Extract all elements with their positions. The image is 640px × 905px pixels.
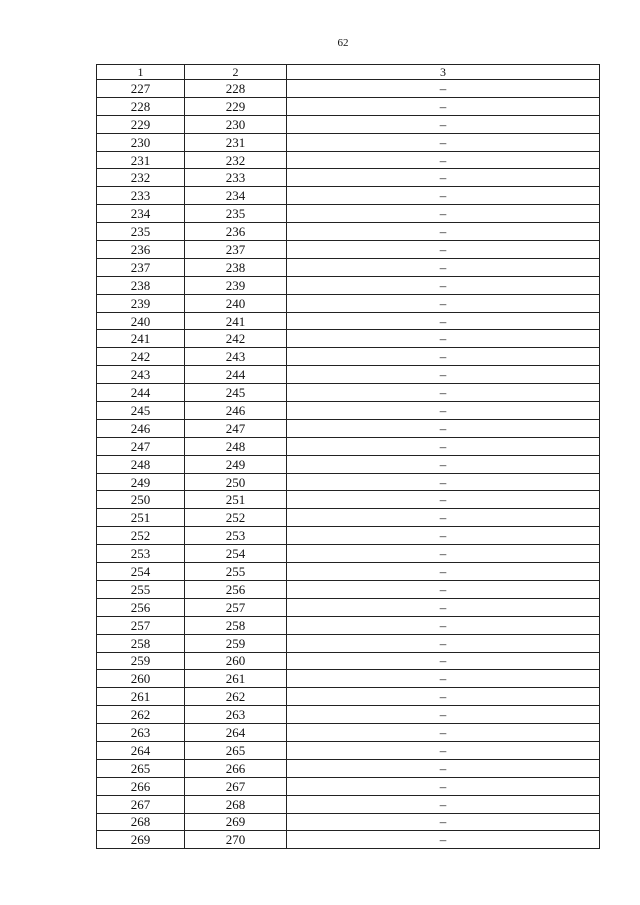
- table-row: [97, 563, 600, 581]
- table-cell-col-1: 237: [97, 258, 185, 276]
- table-cell-col-3: –: [287, 366, 600, 384]
- table-cell-col-1: 268: [97, 813, 185, 831]
- table-cell-col-3: –: [287, 384, 600, 402]
- table-cell-col-3: –: [287, 652, 600, 670]
- table-cell-col-3: –: [287, 795, 600, 813]
- table-row: [97, 491, 600, 509]
- table-cell-col-2: 231: [185, 133, 287, 151]
- header-row: [97, 65, 600, 80]
- table-cell-col-1: 255: [97, 580, 185, 598]
- table-cell-col-2: 233: [185, 169, 287, 187]
- table-row: [97, 151, 600, 169]
- table-cell-col-3: –: [287, 580, 600, 598]
- table-cell-col-2: 253: [185, 527, 287, 545]
- table-cell-col-2: 243: [185, 348, 287, 366]
- table-cell-col-2: 255: [185, 563, 287, 581]
- table-row: [97, 813, 600, 831]
- table-cell-col-1: 243: [97, 366, 185, 384]
- table-cell-col-3: –: [287, 545, 600, 563]
- table-cell-col-3: –: [287, 97, 600, 115]
- table-row: [97, 759, 600, 777]
- table-cell-col-3: –: [287, 151, 600, 169]
- table-cell-col-3: –: [287, 598, 600, 616]
- table-cell-col-2: 257: [185, 598, 287, 616]
- table-row: [97, 831, 600, 849]
- table-cell-col-1: 239: [97, 294, 185, 312]
- table-cell-col-1: 256: [97, 598, 185, 616]
- table-cell-col-2: 259: [185, 634, 287, 652]
- table-cell-col-1: 262: [97, 706, 185, 724]
- table-cell-col-2: 262: [185, 688, 287, 706]
- table-row: [97, 115, 600, 133]
- table-row: [97, 312, 600, 330]
- table-cell-col-2: 230: [185, 115, 287, 133]
- table-cell-col-3: –: [287, 706, 600, 724]
- table-row: [97, 545, 600, 563]
- table-cell-col-2: 236: [185, 223, 287, 241]
- table-cell-col-2: 269: [185, 813, 287, 831]
- table-cell-col-3: –: [287, 741, 600, 759]
- table-cell-col-1: 266: [97, 777, 185, 795]
- table-cell-col-3: –: [287, 330, 600, 348]
- table-cell-col-2: 267: [185, 777, 287, 795]
- table-row: [97, 670, 600, 688]
- table-cell-col-1: 232: [97, 169, 185, 187]
- table-row: [97, 169, 600, 187]
- table-cell-col-2: 237: [185, 241, 287, 259]
- table-cell-col-1: 234: [97, 205, 185, 223]
- table-header: [97, 65, 600, 80]
- table-cell-col-1: 258: [97, 634, 185, 652]
- table-cell-col-2: 248: [185, 437, 287, 455]
- table-body: [97, 80, 600, 849]
- table-cell-col-1: 265: [97, 759, 185, 777]
- table-cell-col-2: 270: [185, 831, 287, 849]
- table-cell-col-2: 256: [185, 580, 287, 598]
- table-cell-col-3: –: [287, 241, 600, 259]
- table-row: [97, 777, 600, 795]
- table-cell-col-2: 245: [185, 384, 287, 402]
- table-cell-col-3: –: [287, 348, 600, 366]
- table-cell-col-2: 249: [185, 455, 287, 473]
- table-cell-col-1: 260: [97, 670, 185, 688]
- table-row: [97, 97, 600, 115]
- table-cell-col-1: 254: [97, 563, 185, 581]
- table-cell-col-3: –: [287, 455, 600, 473]
- table-cell-col-2: 234: [185, 187, 287, 205]
- table-cell-col-2: 260: [185, 652, 287, 670]
- table-cell-col-3: –: [287, 777, 600, 795]
- table-cell-col-3: –: [287, 205, 600, 223]
- table-cell-col-2: 239: [185, 276, 287, 294]
- table-cell-col-1: 230: [97, 133, 185, 151]
- table-cell-col-1: 259: [97, 652, 185, 670]
- table-cell-col-3: –: [287, 223, 600, 241]
- table-row: [97, 133, 600, 151]
- table-cell-col-3: –: [287, 294, 600, 312]
- table-cell-col-3: –: [287, 473, 600, 491]
- table-cell-col-3: –: [287, 437, 600, 455]
- table-cell-col-2: 268: [185, 795, 287, 813]
- table-cell-col-3: –: [287, 402, 600, 420]
- table-cell-col-1: 269: [97, 831, 185, 849]
- table-cell-col-1: 247: [97, 437, 185, 455]
- table-row: [97, 652, 600, 670]
- table-cell-col-3: –: [287, 616, 600, 634]
- table-cell-col-3: –: [287, 670, 600, 688]
- table-cell-col-2: 263: [185, 706, 287, 724]
- table-row: [97, 580, 600, 598]
- column-header-3: 3: [287, 65, 600, 80]
- table-row: [97, 366, 600, 384]
- table-cell-col-1: 263: [97, 724, 185, 742]
- table-row: [97, 330, 600, 348]
- table-row: [97, 795, 600, 813]
- table-cell-col-2: 244: [185, 366, 287, 384]
- table-cell-col-2: 240: [185, 294, 287, 312]
- table-cell-col-3: –: [287, 419, 600, 437]
- table-cell-col-2: 264: [185, 724, 287, 742]
- table-cell-col-1: 241: [97, 330, 185, 348]
- table-cell-col-2: 232: [185, 151, 287, 169]
- table-row: [97, 205, 600, 223]
- table-cell-col-1: 264: [97, 741, 185, 759]
- table-cell-col-1: 238: [97, 276, 185, 294]
- table-row: [97, 348, 600, 366]
- table-row: [97, 384, 600, 402]
- table-cell-col-3: –: [287, 169, 600, 187]
- table-cell-col-1: 252: [97, 527, 185, 545]
- table-cell-col-2: 254: [185, 545, 287, 563]
- table-row: [97, 241, 600, 259]
- table-cell-col-2: 250: [185, 473, 287, 491]
- table-row: [97, 724, 600, 742]
- table-cell-col-1: 227: [97, 80, 185, 98]
- table-row: [97, 437, 600, 455]
- table-cell-col-1: 248: [97, 455, 185, 473]
- table-cell-col-2: 258: [185, 616, 287, 634]
- table-cell-col-1: 261: [97, 688, 185, 706]
- table-cell-col-2: 228: [185, 80, 287, 98]
- table-cell-col-2: 266: [185, 759, 287, 777]
- table-cell-col-1: 245: [97, 402, 185, 420]
- table-row: [97, 634, 600, 652]
- table-cell-col-2: 242: [185, 330, 287, 348]
- table-row: [97, 473, 600, 491]
- table-row: [97, 187, 600, 205]
- table-cell-col-1: 244: [97, 384, 185, 402]
- table-cell-col-1: 240: [97, 312, 185, 330]
- table-row: [97, 527, 600, 545]
- table-cell-col-3: –: [287, 688, 600, 706]
- table-cell-col-3: –: [287, 724, 600, 742]
- table-cell-col-1: 236: [97, 241, 185, 259]
- table-row: [97, 455, 600, 473]
- table-cell-col-3: –: [287, 80, 600, 98]
- table-cell-col-2: 246: [185, 402, 287, 420]
- table-cell-col-2: 241: [185, 312, 287, 330]
- table-cell-col-3: –: [287, 759, 600, 777]
- table-cell-col-3: –: [287, 831, 600, 849]
- table-cell-col-1: 228: [97, 97, 185, 115]
- table-cell-col-3: –: [287, 509, 600, 527]
- table-cell-col-1: 242: [97, 348, 185, 366]
- table-cell-col-3: –: [287, 115, 600, 133]
- table-cell-col-1: 233: [97, 187, 185, 205]
- table-cell-col-1: 246: [97, 419, 185, 437]
- table-cell-col-1: 249: [97, 473, 185, 491]
- table-row: [97, 598, 600, 616]
- table-cell-col-1: 253: [97, 545, 185, 563]
- table-cell-col-2: 247: [185, 419, 287, 437]
- table-cell-col-1: 250: [97, 491, 185, 509]
- table-cell-col-2: 235: [185, 205, 287, 223]
- table-cell-col-1: 257: [97, 616, 185, 634]
- table-row: [97, 616, 600, 634]
- table-cell-col-1: 235: [97, 223, 185, 241]
- column-header-2: 2: [185, 65, 287, 80]
- table-row: [97, 741, 600, 759]
- table-row: [97, 223, 600, 241]
- table-cell-col-3: –: [287, 187, 600, 205]
- table-cell-col-1: 231: [97, 151, 185, 169]
- table-cell-col-2: 252: [185, 509, 287, 527]
- table-cell-col-3: –: [287, 258, 600, 276]
- table-row: [97, 276, 600, 294]
- table-cell-col-2: 238: [185, 258, 287, 276]
- table-cell-col-3: –: [287, 133, 600, 151]
- table-cell-col-3: –: [287, 312, 600, 330]
- table-row: [97, 706, 600, 724]
- table-cell-col-3: –: [287, 813, 600, 831]
- page-number: 62: [337, 37, 349, 49]
- table-cell-col-3: –: [287, 527, 600, 545]
- table-cell-col-2: 265: [185, 741, 287, 759]
- table-cell-col-2: 261: [185, 670, 287, 688]
- table-cell-col-3: –: [287, 276, 600, 294]
- table-cell-col-1: 267: [97, 795, 185, 813]
- table-cell-col-2: 229: [185, 97, 287, 115]
- table-row: [97, 688, 600, 706]
- table-cell-col-1: 251: [97, 509, 185, 527]
- table-cell-col-3: –: [287, 634, 600, 652]
- table-row: [97, 80, 600, 98]
- table-row: [97, 509, 600, 527]
- table-row: [97, 419, 600, 437]
- table-cell-col-1: 229: [97, 115, 185, 133]
- table-cell-col-2: 251: [185, 491, 287, 509]
- table-cell-col-3: –: [287, 563, 600, 581]
- table-cell-col-3: –: [287, 491, 600, 509]
- column-header-1: 1: [97, 65, 185, 80]
- table-row: [97, 258, 600, 276]
- data-table: [96, 64, 600, 849]
- table-row: [97, 402, 600, 420]
- table-row: [97, 294, 600, 312]
